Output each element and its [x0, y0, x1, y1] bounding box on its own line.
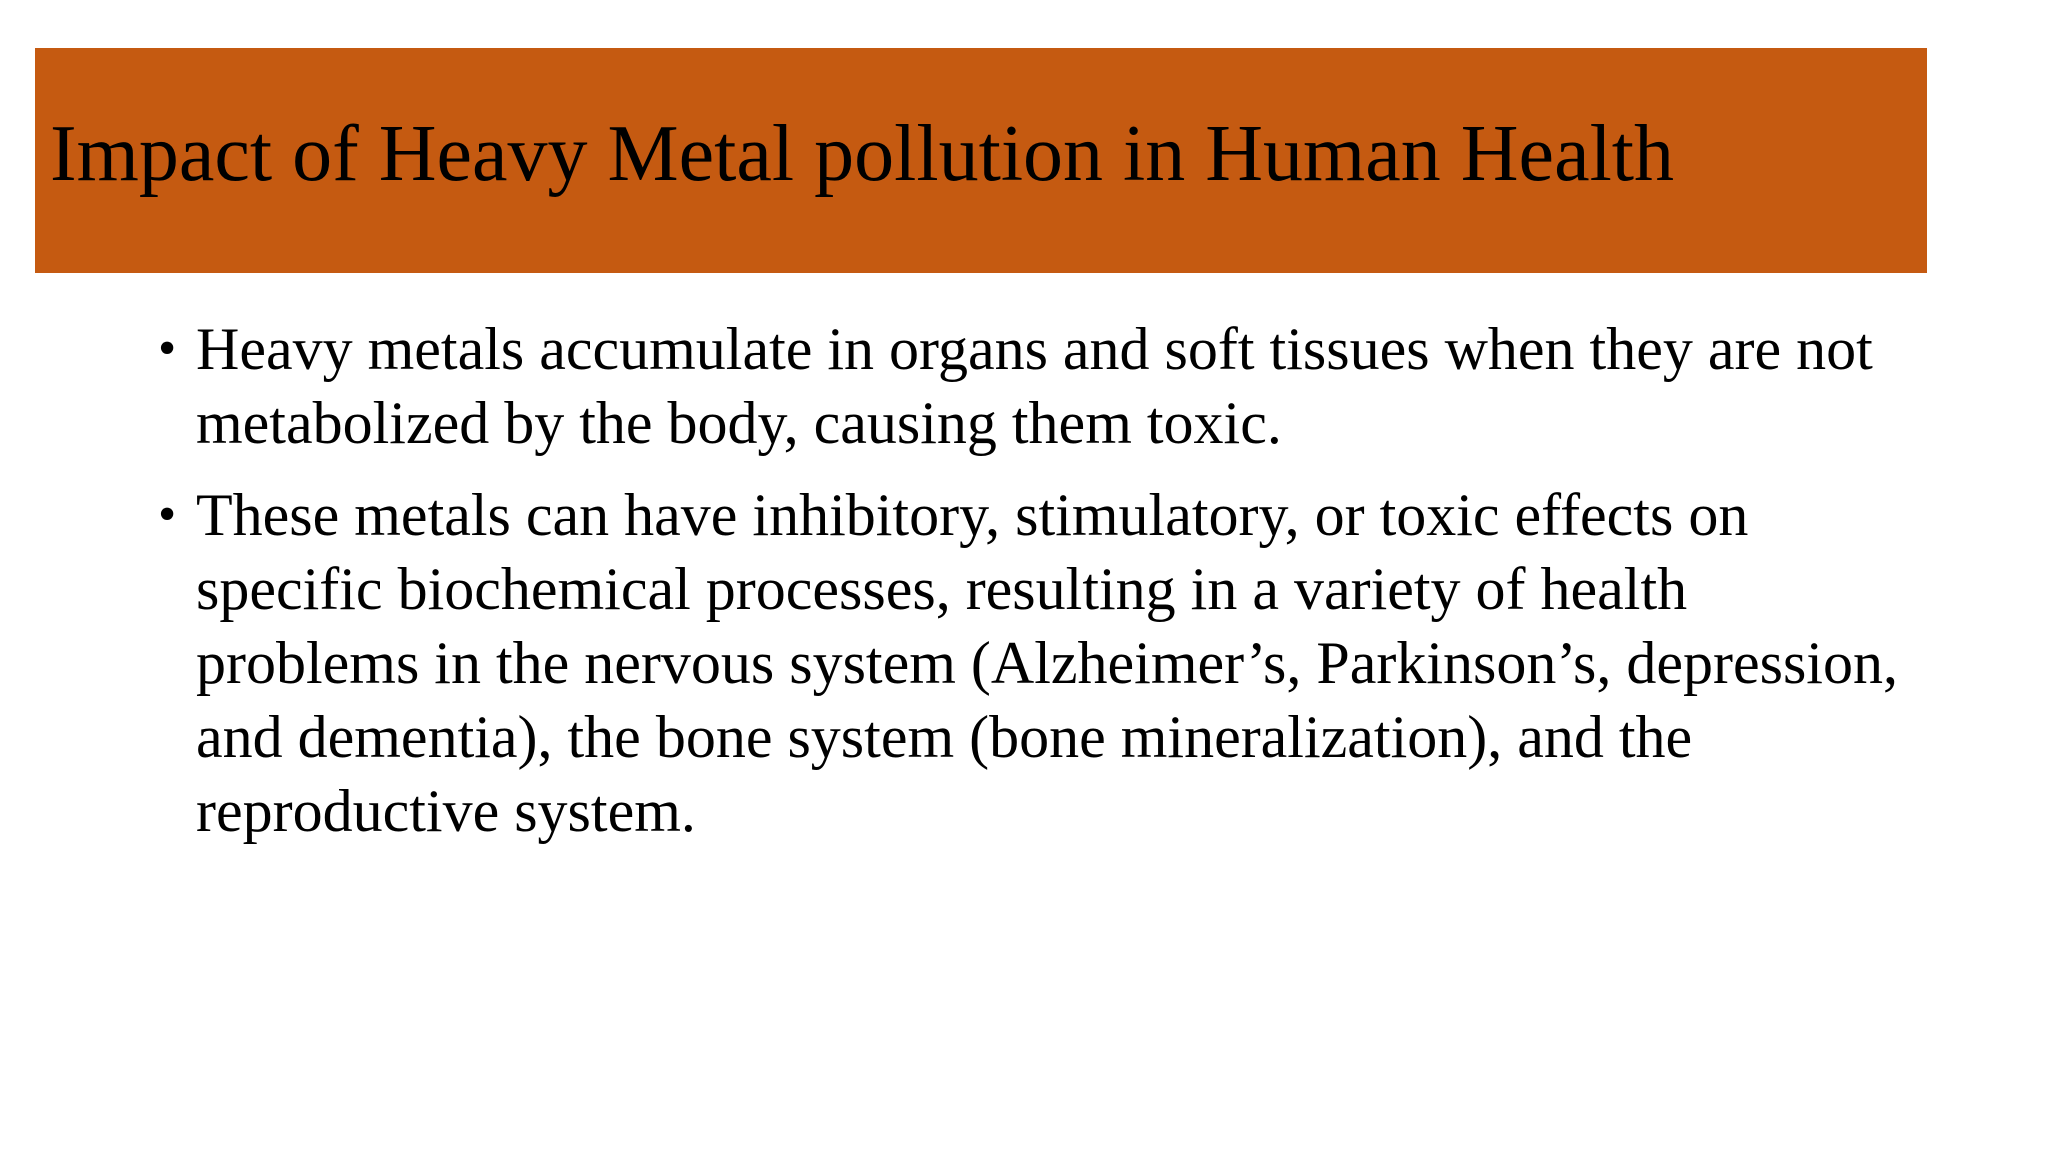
bullet-icon: • [158, 320, 177, 377]
bullet-text-2: These metals can have inhibitory, stimulatory, or toxic effects on specific biochemical processes, resulting in a variety of health problems in the nervous system (Alzheimer’s, Parkinson’s, depression, and dementia), the bone system (bone mineralization), and the reproductive system. [196, 482, 1898, 844]
bullet-icon: • [158, 486, 177, 543]
bullet-item-1 [158, 312, 1918, 460]
bullet-text-1: Heavy metals accumulate in organs and soft tissues when they are not metabolized by the body, causing them toxic. [196, 316, 1873, 456]
bullet-item-2 [158, 478, 1918, 848]
bullet-list [158, 312, 1918, 866]
title-bar [35, 48, 1927, 273]
slide-title: Impact of Heavy Metal pollution in Human Health [50, 110, 1675, 198]
